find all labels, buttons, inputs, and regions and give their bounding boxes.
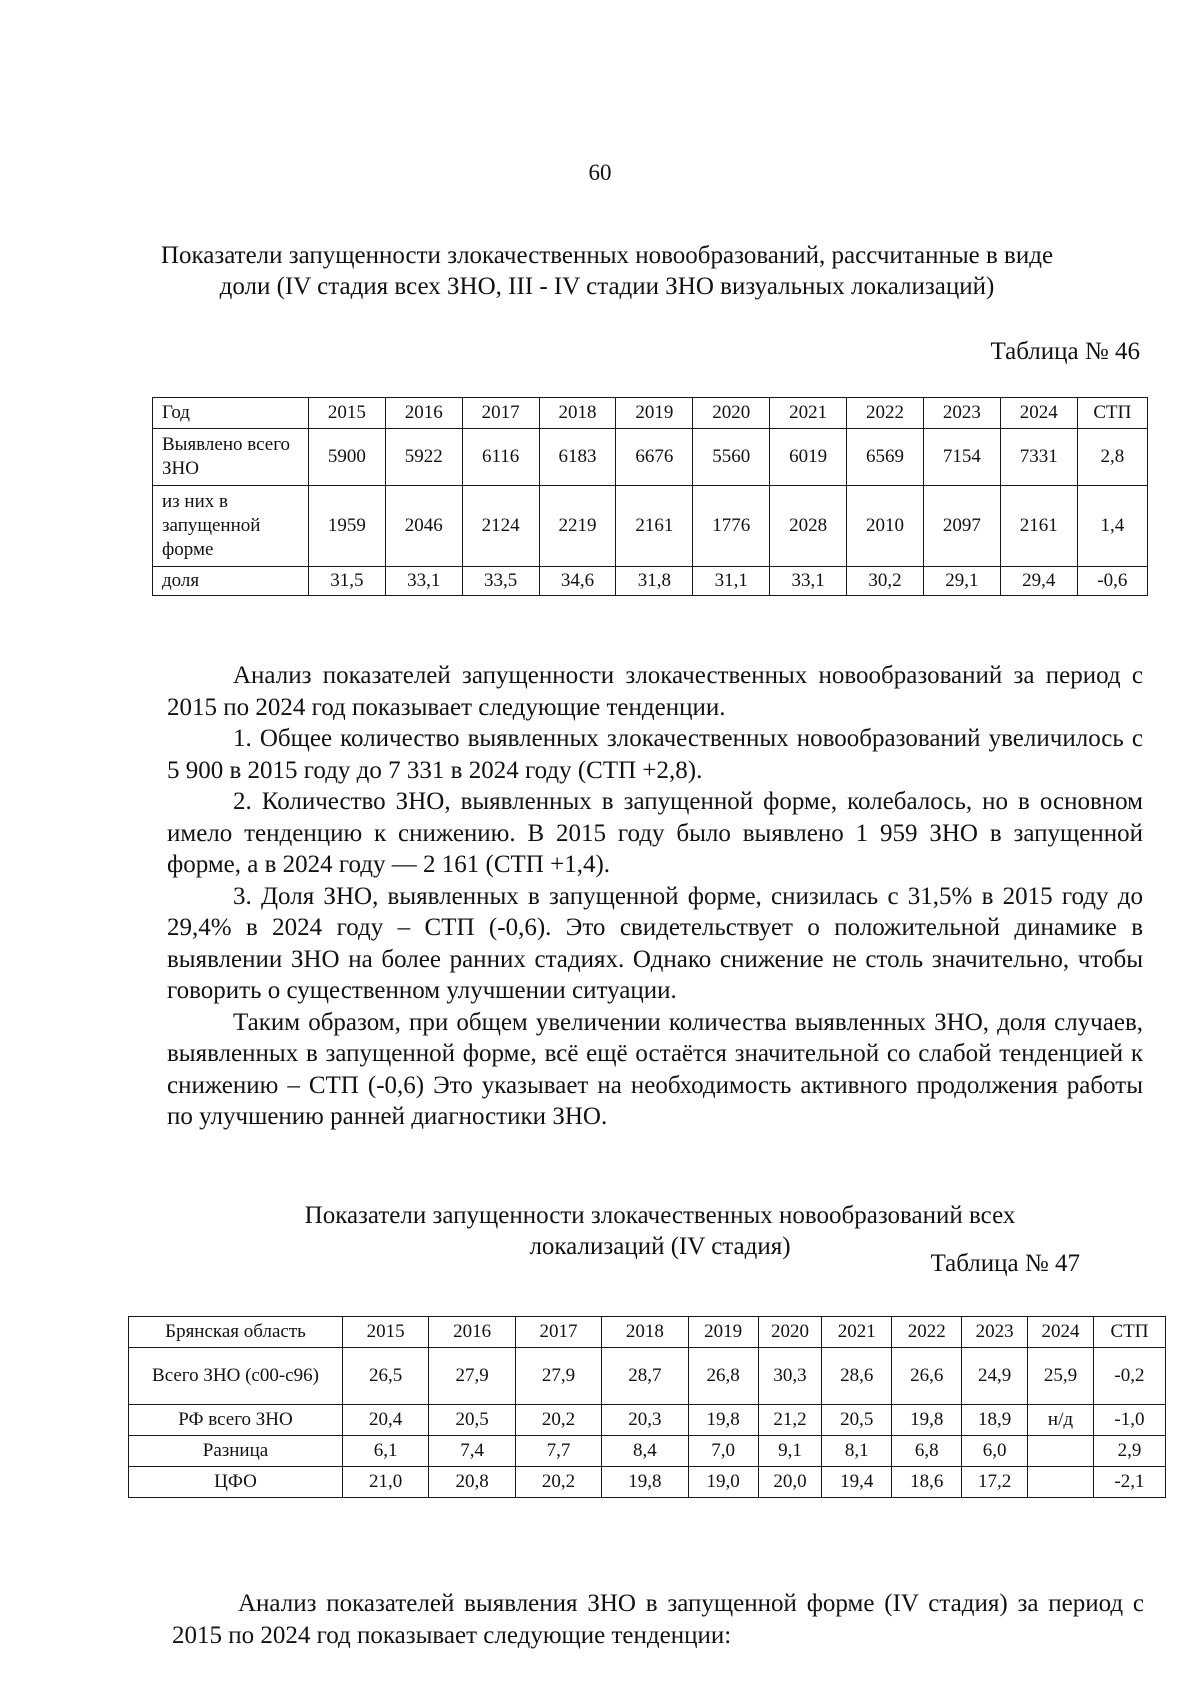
table-cell: -0,6 <box>1077 567 1147 596</box>
table-cell: 31,5 <box>308 567 385 596</box>
table-cell: 2010 <box>847 486 924 567</box>
table-cell: 2028 <box>770 486 847 567</box>
table-cell <box>1028 1436 1094 1467</box>
header-cell: СТП <box>1093 1317 1165 1348</box>
header-cell: 2023 <box>962 1317 1028 1348</box>
table-cell: 6676 <box>616 429 693 486</box>
table-46 <box>152 397 1148 596</box>
table-cell: 33,1 <box>770 567 847 596</box>
list-item: 1. Общее количество выявленных злокачественных новообразований увеличилось с 5 900 в 2015 году до 7 331 в 2024 году (СТП +2,8). <box>167 725 1143 784</box>
table-cell: 9,1 <box>758 1436 822 1467</box>
table-cell: 2046 <box>385 486 462 567</box>
table-cell: 33,5 <box>462 567 539 596</box>
section-heading: Показатели запущенности злокачественных новообразований, рассчитанные в виде доли (IV стадия всех ЗНО, III - IV стадии ЗНО визуальных локализаций) <box>160 242 1054 300</box>
table-cell: -2,1 <box>1093 1467 1165 1498</box>
table-cell: 8,4 <box>602 1436 688 1467</box>
table-cell: 2124 <box>462 486 539 567</box>
header-cell: 2018 <box>602 1317 688 1348</box>
table-cell <box>1028 1467 1094 1498</box>
table-cell: 18,6 <box>892 1467 962 1498</box>
table-cell: 31,1 <box>693 567 770 596</box>
table-cell: 24,9 <box>962 1348 1028 1405</box>
table-cell: 19,8 <box>602 1467 688 1498</box>
table-cell: 28,6 <box>822 1348 892 1405</box>
table-cell: 26,5 <box>342 1348 428 1405</box>
table-cell: 30,3 <box>758 1348 822 1405</box>
table-row <box>153 486 1148 567</box>
table-cell: 20,2 <box>515 1467 601 1498</box>
table-cell: 31,8 <box>616 567 693 596</box>
header-cell: 2024 <box>1000 398 1077 429</box>
header-cell: 2024 <box>1028 1317 1094 1348</box>
table-cell: 19,4 <box>822 1467 892 1498</box>
header-cell: 2020 <box>693 398 770 429</box>
table-cell: 29,4 <box>1000 567 1077 596</box>
table-header-row <box>129 1317 1166 1348</box>
table-header-row <box>153 398 1148 429</box>
table-cell: -0,2 <box>1093 1348 1165 1405</box>
table-cell: 1959 <box>308 486 385 567</box>
table-cell: 5900 <box>308 429 385 486</box>
table-row <box>129 1436 1166 1467</box>
table-cell: 6569 <box>847 429 924 486</box>
table-cell: 26,6 <box>892 1348 962 1405</box>
table-cell: 2161 <box>616 486 693 567</box>
header-cell: 2017 <box>462 398 539 429</box>
row-label: Всего ЗНО (с00-с96) <box>129 1348 343 1405</box>
header-cell: 2018 <box>539 398 616 429</box>
header-cell: 2016 <box>429 1317 515 1348</box>
table-47 <box>128 1316 1166 1498</box>
table-cell: 2,8 <box>1077 429 1147 486</box>
table-cell: 5560 <box>693 429 770 486</box>
table-row <box>129 1467 1166 1498</box>
header-cell: 2015 <box>342 1317 428 1348</box>
row-label: из них в запущенной форме <box>153 486 309 567</box>
table-cell: 2161 <box>1000 486 1077 567</box>
header-cell: 2021 <box>822 1317 892 1348</box>
table-cell: 19,8 <box>892 1405 962 1436</box>
table-cell: н/д <box>1028 1405 1094 1436</box>
table-cell: 20,0 <box>758 1467 822 1498</box>
table-cell: 27,9 <box>515 1348 601 1405</box>
row-label: РФ всего ЗНО <box>129 1405 343 1436</box>
row-label: Разница <box>129 1436 343 1467</box>
table-cell: 20,2 <box>515 1405 601 1436</box>
table-cell: 7,4 <box>429 1436 515 1467</box>
table-cell: 1776 <box>693 486 770 567</box>
table-cell: 8,1 <box>822 1436 892 1467</box>
paragraph: Анализ показателей выявления ЗНО в запущенной форме (IV стадия) за период с 2015 по 2024 год показывает следующие тенденции: <box>172 1590 1144 1649</box>
section-heading: Показатели запущенности злокачественных новообразований всех локализаций (IV стадия) <box>304 1202 1016 1260</box>
table-row <box>129 1348 1166 1405</box>
header-cell: 2019 <box>616 398 693 429</box>
row-label: Выявлено всего ЗНО <box>153 429 309 486</box>
header-cell: 2021 <box>770 398 847 429</box>
table-cell: 6116 <box>462 429 539 486</box>
header-cell: СТП <box>1077 398 1147 429</box>
table-cell: 20,8 <box>429 1467 515 1498</box>
table-cell: 2,9 <box>1093 1436 1165 1467</box>
table-cell: 20,5 <box>822 1405 892 1436</box>
row-label: ЦФО <box>129 1467 343 1498</box>
table-cell: 30,2 <box>847 567 924 596</box>
table-cell: 7154 <box>923 429 1000 486</box>
analysis-text <box>167 660 1143 1133</box>
list-item: 3. Доля ЗНО, выявленных в запущенной форме, снизилась с 31,5% в 2015 году до 29,4% в 2024 году – СТП (-0,6). Это свидетельствует о положительной динамике в выявлении ЗНО на более ранних стадиях. Однако снижение не столь значительно, чтобы говорить о существенном улучшении ситуации. <box>167 882 1143 1004</box>
analysis-text <box>172 1588 1144 1651</box>
paragraph: Таким образом, при общем увеличении количества выявленных ЗНО, доля случаев, выявленных в запущенной форме, всё ещё остаётся значительной со слабой тенденцией к снижению – СТП (-0,6) Это указывает на необходимость активного продолжения работы по улучшению ранней диагностики ЗНО. <box>167 1008 1143 1130</box>
table-cell: 1,4 <box>1077 486 1147 567</box>
header-cell: 2020 <box>758 1317 822 1348</box>
header-cell: 2023 <box>923 398 1000 429</box>
table-cell: 7,0 <box>688 1436 758 1467</box>
header-cell: 2022 <box>892 1317 962 1348</box>
table-cell: 6183 <box>539 429 616 486</box>
table-cell: 6,0 <box>962 1436 1028 1467</box>
table-cell: 25,9 <box>1028 1348 1094 1405</box>
table-caption: Таблица № 46 <box>990 338 1140 365</box>
table-cell: 2219 <box>539 486 616 567</box>
table-cell: 20,3 <box>602 1405 688 1436</box>
header-cell: 2017 <box>515 1317 601 1348</box>
table-cell: -1,0 <box>1093 1405 1165 1436</box>
header-cell: 2022 <box>847 398 924 429</box>
table-caption: Таблица № 47 <box>930 1250 1080 1277</box>
header-cell: Год <box>153 398 309 429</box>
table-cell: 28,7 <box>602 1348 688 1405</box>
table-cell: 21,0 <box>342 1467 428 1498</box>
table-cell: 20,4 <box>342 1405 428 1436</box>
table-cell: 7331 <box>1000 429 1077 486</box>
header-cell: 2019 <box>688 1317 758 1348</box>
header-cell: Брянская область <box>129 1317 343 1348</box>
page-number: 60 <box>588 160 612 185</box>
table-cell: 18,9 <box>962 1405 1028 1436</box>
header-cell: 2015 <box>308 398 385 429</box>
table-cell: 6,8 <box>892 1436 962 1467</box>
table-cell: 5922 <box>385 429 462 486</box>
list-item: 2. Количество ЗНО, выявленных в запущенной форме, колебалось, но в основном имело тенденцию к снижению. В 2015 году было выявлено 1 959 ЗНО в запущенной форме, а в 2024 году — 2 161 (СТП +1,4). <box>167 788 1143 878</box>
table-cell: 7,7 <box>515 1436 601 1467</box>
table-cell: 19,0 <box>688 1467 758 1498</box>
table-cell: 17,2 <box>962 1467 1028 1498</box>
table-cell: 26,8 <box>688 1348 758 1405</box>
table-cell: 2097 <box>923 486 1000 567</box>
table-cell: 20,5 <box>429 1405 515 1436</box>
table-cell: 27,9 <box>429 1348 515 1405</box>
table-row <box>129 1405 1166 1436</box>
table-cell: 33,1 <box>385 567 462 596</box>
row-label: доля <box>153 567 309 596</box>
table-row <box>153 567 1148 596</box>
table-cell: 19,8 <box>688 1405 758 1436</box>
table-cell: 21,2 <box>758 1405 822 1436</box>
table-cell: 6019 <box>770 429 847 486</box>
table-cell: 34,6 <box>539 567 616 596</box>
header-cell: 2016 <box>385 398 462 429</box>
paragraph: Анализ показателей запущенности злокачественных новообразований за период с 2015 по 2024 год показывает следующие тенденции. <box>167 662 1143 721</box>
table-row <box>153 429 1148 486</box>
table-cell: 6,1 <box>342 1436 428 1467</box>
table-cell: 29,1 <box>923 567 1000 596</box>
